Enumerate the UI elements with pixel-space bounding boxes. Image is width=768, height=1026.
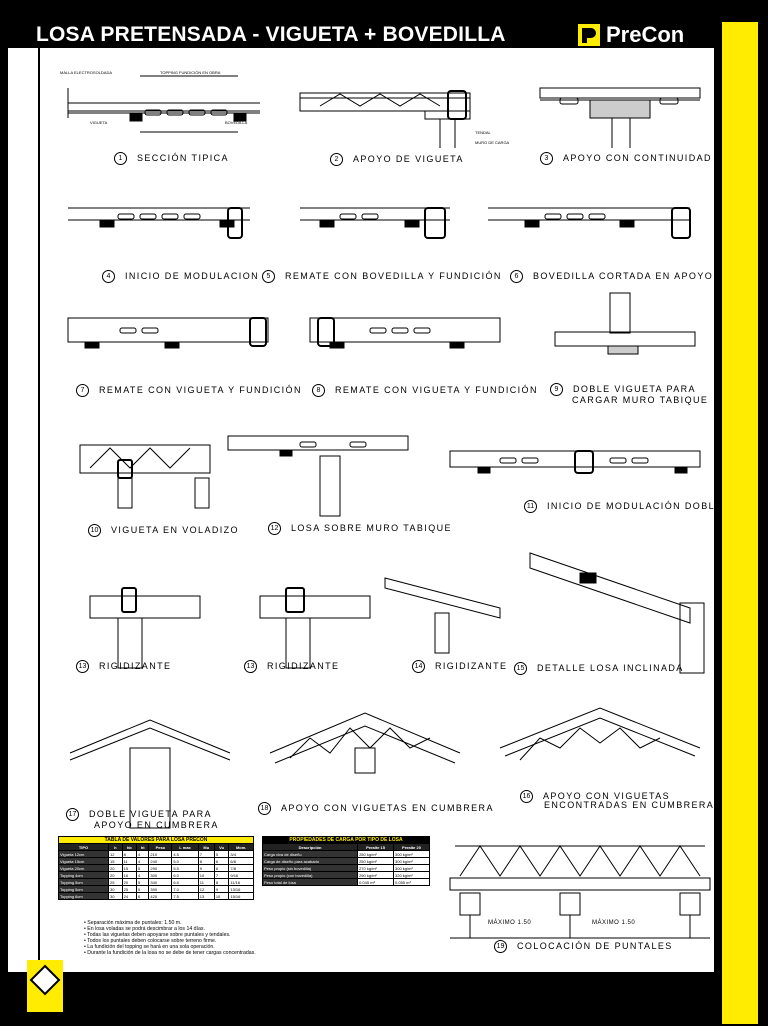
table-cell: 11 xyxy=(122,858,136,865)
table-row xyxy=(263,851,430,858)
label-vigueta: VIGUETA xyxy=(90,120,108,125)
note-item: • Separación máxima de puntales: 1.50 m. xyxy=(84,920,182,926)
table-cell: 7/8 xyxy=(229,865,254,872)
note-item: • Durante la fundición de la losa no se debe de tener cargas concentradas. xyxy=(84,950,256,956)
table-cell: 7 xyxy=(198,851,214,858)
table-cell: 7.0 xyxy=(172,886,198,893)
table-cell: Peso propio (con bovedilla) xyxy=(263,872,358,879)
table-cell: Carga de diseño para acabado xyxy=(263,858,358,865)
header-bar xyxy=(8,22,710,50)
label-bovedilla: BOVEDILLA xyxy=(225,120,248,125)
caption-apoyo-viguetas-cumbrera: 18 APOYO CON VIGUETAS EN CUMBRERA xyxy=(258,802,494,815)
table-row xyxy=(263,879,430,886)
load-table-body xyxy=(263,851,430,886)
table-cell: 5.0 xyxy=(172,858,198,865)
table-cell: 20 xyxy=(109,872,123,879)
table-cell: Peso propio (sin bovedilla) xyxy=(263,865,358,872)
table-cell: 340 xyxy=(149,879,172,886)
table-cell: 420 xyxy=(149,893,172,900)
table-cell: 8 xyxy=(214,879,229,886)
table-cell: Peso total de losa xyxy=(263,879,358,886)
table-cell: 9 xyxy=(198,865,214,872)
table-cell: Carga viva de diseño xyxy=(263,851,358,858)
table-cell: 10 xyxy=(198,872,214,879)
table-cell: 300 kg/m² xyxy=(394,858,430,865)
table-cell: 5 xyxy=(137,865,149,872)
caption-encontradas-cumbrera: ENCONTRADAS EN CUMBRERA xyxy=(544,800,715,810)
label-topping: TOPPING FUNDICIÓN EN OBRA xyxy=(160,70,221,75)
table-cell: 12 xyxy=(109,851,123,858)
table-cell: 250 kg/m² xyxy=(358,858,394,865)
caption-puntales: 19 COLOCACIÓN DE PUNTALES xyxy=(494,940,673,953)
note-item: • En losa voladas se podrá descimbrar a los 14 días. xyxy=(84,926,205,932)
table-cell: 11 xyxy=(198,879,214,886)
caption-apoyo-vigueta: 2 APOYO DE VIGUETA xyxy=(330,153,464,166)
table-cell: Vigueta 20cm xyxy=(59,865,109,872)
table-cell: 300 kg/m² xyxy=(394,865,430,872)
brand-name: PreCon xyxy=(606,22,685,47)
table-cell: 270 kg/m² xyxy=(358,865,394,872)
table-cell: 300 kg/m² xyxy=(394,851,430,858)
table-row xyxy=(263,865,430,872)
table-cell: 300 xyxy=(149,872,172,879)
table-cell: 6 xyxy=(214,865,229,872)
caption-vigueta-voladizo: 10 VIGUETA EN VOLADIZO xyxy=(88,524,239,537)
table-row xyxy=(263,858,430,865)
table-cell: 15 xyxy=(109,858,123,865)
table-cell: 5 xyxy=(137,879,149,886)
table-cell: 30 xyxy=(109,893,123,900)
th2-2: Peralte 20 xyxy=(394,844,430,851)
table-cell: 3/4 xyxy=(229,851,254,858)
caption-losa-inclinada: 15 DETALLE LOSA INCLINADA xyxy=(514,662,684,675)
table-cell: 0.045 m³ xyxy=(358,879,394,886)
note-item: • La fundición del topping se hará en una sola operación. xyxy=(84,944,215,950)
table-row xyxy=(59,893,254,900)
table-cell: 5 xyxy=(214,851,229,858)
th-4: Peso xyxy=(149,844,172,851)
dim-maximo-2: MÁXIMO 1.50 xyxy=(592,920,636,926)
table-cell: 6.5 xyxy=(172,879,198,886)
th-6: Mu xyxy=(198,844,214,851)
th-7: Vu xyxy=(214,844,229,851)
table-cell: 250 kg/m² xyxy=(358,851,394,858)
load-table-title: PROPIEDADES DE CARGA POR TIPO DE LOSA xyxy=(263,837,430,844)
table-cell: Topping 4cm xyxy=(59,872,109,879)
caption-bovedilla-cortada: 6 BOVEDILLA CORTADA EN APOYO xyxy=(510,270,713,283)
table-cell: Topping 5cm xyxy=(59,879,109,886)
caption-inicio-modulacion: 4 INICIO DE MODULACION xyxy=(102,270,259,283)
table-cell: 5.5 xyxy=(172,865,198,872)
table-row xyxy=(59,865,254,872)
table-cell: 8 xyxy=(122,851,136,858)
table-cell: 6.0 xyxy=(172,872,198,879)
page-title: LOSA PRETENSADA - VIGUETA + BOVEDILLA xyxy=(36,23,506,46)
caption-remate-vigueta-2: 8 REMATE CON VIGUETA Y FUNDICIÓN xyxy=(312,384,538,397)
table-row xyxy=(59,858,254,865)
table-cell: 13 xyxy=(198,893,214,900)
table-cell: 0.055 m³ xyxy=(394,879,430,886)
table-cell: 4.5 xyxy=(172,851,198,858)
table-cell: 5 xyxy=(137,886,149,893)
table-cell: 7.5 xyxy=(172,893,198,900)
caption-rigidizante-1: 13 RIGIDIZANTE xyxy=(76,660,171,673)
label-tendal: TENDAL xyxy=(475,130,491,135)
caption-inicio-modulacion-doble: 11 INICIO DE MODULACIÓN DOBLE xyxy=(524,500,722,513)
th2-0: Descripción xyxy=(263,844,358,851)
table-cell: 15 xyxy=(122,865,136,872)
th-2: hb xyxy=(122,844,136,851)
note-item: • Todos los puntales deben colocarse sobre terreno firme. xyxy=(84,938,217,944)
table-row xyxy=(59,851,254,858)
th-5: L max xyxy=(172,844,198,851)
table-cell: 6 xyxy=(214,858,229,865)
table-cell: Vigueta 12cm xyxy=(59,851,109,858)
footer-logo-icon xyxy=(27,960,63,1012)
table-cell: 320 kg/m² xyxy=(394,872,430,879)
table-cell: 10 xyxy=(214,893,229,900)
table-cell: 11/16 xyxy=(229,879,254,886)
caption-losa-muro-tabique: 12 LOSA SOBRE MURO TABIQUE xyxy=(268,522,452,535)
caption-apoyo-viguetas: 16 APOYO CON VIGUETAS xyxy=(520,790,670,803)
table-cell: 8 xyxy=(198,858,214,865)
table-cell: Topping 6cm xyxy=(59,893,109,900)
values-table-body xyxy=(59,851,254,900)
table-row xyxy=(59,879,254,886)
table-cell: 4 xyxy=(137,858,149,865)
table-cell: 9 xyxy=(214,886,229,893)
table-cell: 13/16 xyxy=(229,886,254,893)
table-cell: Topping 5cm xyxy=(59,886,109,893)
th-0: TIPO xyxy=(59,844,109,851)
th-3: ht xyxy=(137,844,149,851)
table-cell: 25 xyxy=(109,879,123,886)
values-table-title: TABLA DE VALORES PARA LOSA PRECON xyxy=(59,837,254,844)
values-table xyxy=(58,836,254,900)
table-cell: 210 xyxy=(149,851,172,858)
table-cell: 9/16 xyxy=(229,872,254,879)
th2-1: Peralte 15 xyxy=(358,844,394,851)
table-cell: 290 xyxy=(149,865,172,872)
caption-cargar-muro: CARGAR MURO TABIQUE xyxy=(572,395,709,405)
table-cell: 7 xyxy=(214,872,229,879)
table-row xyxy=(263,872,430,879)
yellow-side-band xyxy=(722,22,758,1024)
caption-remate-bovedilla: 5 REMATE CON BOVEDILLA Y FUNDICIÓN xyxy=(262,270,502,283)
precon-logo-icon xyxy=(578,24,600,46)
dim-maximo-1: MÁXIMO 1.50 xyxy=(488,920,532,926)
table-cell: 15/16 xyxy=(229,893,254,900)
th-1: h xyxy=(109,844,123,851)
caption-rigidizante-2: 13 RIGIDIZANTE xyxy=(244,660,339,673)
label-malla: MALLA ELECTROSOLDADA xyxy=(60,70,113,75)
table-cell: 16 xyxy=(122,872,136,879)
table-cell: 20 xyxy=(109,865,123,872)
table-cell: 12 xyxy=(198,886,214,893)
table-cell: 25 xyxy=(122,886,136,893)
table-cell: 290 kg/m² xyxy=(358,872,394,879)
notes-list xyxy=(84,920,332,956)
table-cell: 6/8 xyxy=(229,858,254,865)
note-item: • Todas las viguetas deben apoyarse sobre puntales y tendales. xyxy=(84,932,231,938)
table-cell: Vigueta 15cm xyxy=(59,858,109,865)
table-cell: 4 xyxy=(137,851,149,858)
table-cell: 390 xyxy=(149,886,172,893)
brand-logo xyxy=(578,22,710,48)
caption-doble-vigueta-cumbrera: 17 DOBLE VIGUETA PARA xyxy=(66,808,212,821)
load-table xyxy=(262,836,430,886)
table-cell: 240 xyxy=(149,858,172,865)
caption-apoyo-continuidad: 3 APOYO CON CONTINUIDAD xyxy=(540,152,712,165)
table-cell: 30 xyxy=(109,886,123,893)
caption-seccion-tipica: 1 SECCIÓN TIPICA xyxy=(114,152,229,165)
th-8: Mom. xyxy=(229,844,254,851)
caption-rigidizante-3: 14 RIGIDIZANTE xyxy=(412,660,507,673)
table-row xyxy=(59,886,254,893)
footer-bar xyxy=(8,970,714,1026)
caption-doble-vigueta: 9 DOBLE VIGUETA PARA xyxy=(550,383,696,396)
caption-apoyo-cumbrera: APOYO EN CUMBRERA xyxy=(94,820,219,830)
table-cell: 6 xyxy=(137,893,149,900)
caption-remate-vigueta-1: 7 REMATE CON VIGUETA Y FUNDICIÓN xyxy=(76,384,302,397)
label-muro: MURO DE CARGA xyxy=(475,140,510,145)
table-cell: 4 xyxy=(137,872,149,879)
table-cell: 24 xyxy=(122,893,136,900)
table-row xyxy=(59,872,254,879)
table-cell: 20 xyxy=(122,879,136,886)
